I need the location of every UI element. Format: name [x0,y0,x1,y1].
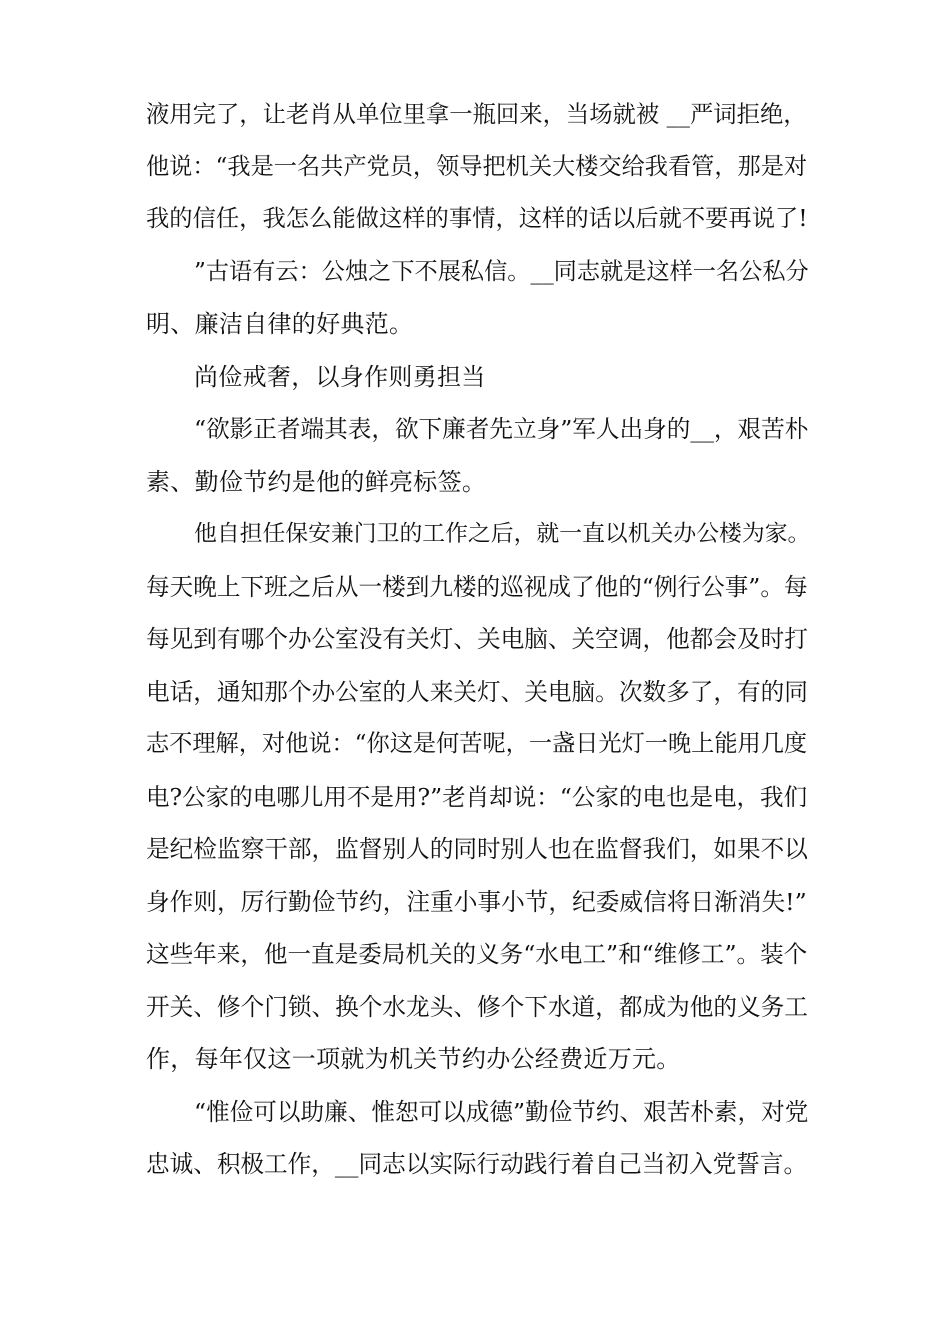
text-line: 尚俭戒奢，以身作则勇担当 [194,362,486,391]
text-line: 开关、修个门锁、换个水龙头、修个下水道，都成为他的义务工 [146,992,808,1021]
text-line: 身作则，厉行勤俭节约，注重小事小节，纪委威信将日渐消失!” [146,887,807,916]
text-line: 作，每年仅这一项就为机关节约办公经费近万元。 [146,1045,681,1073]
text-line: 每天晚上下班之后从一楼到九楼的巡视成了他的“例行公事”。每 [146,572,808,601]
text-line: ”古语有云：公烛之下不展私信。__同志就是这样一名公私分 [194,257,809,285]
text-line: “惟俭可以助廉、惟恕可以成德”勤俭节约、艰苦朴素，对党 [194,1097,809,1126]
text-line: 电?公家的电哪儿用不是用?”老肖却说：“公家的电也是电，我们 [146,782,808,811]
text-line: “欲影正者端其表，欲下廉者先立身”军人出身的__，艰苦朴 [194,415,809,443]
text-line: 明、廉洁自律的好典范。 [146,310,414,338]
text-line: 素、勤俭节约是他的鲜亮标签。 [146,467,487,496]
text-line: 电话，通知那个办公室的人来关灯、关电脑。次数多了，有的同 [146,677,808,706]
text-line: 这些年来，他一直是委局机关的义务“水电工”和“维修工”。装个 [146,940,808,968]
document-body [146,88,816,1191]
text-line: 志不理解，对他说：“你这是何苦呢，一盏日光灯一晚上能用几度 [146,730,808,757]
text-line: 是纪检监察干部，监督别人的同时别人也在监督我们，如果不以 [146,835,808,863]
text-line: 液用完了，让老肖从单位里拿一瓶回来，当场就被 __严词拒绝， [146,100,807,128]
text-line: 忠诚、积极工作，__同志以实际行动践行着自己当初入党誓言。 [146,1150,808,1178]
text-line: 每见到有哪个办公室没有关灯、关电脑、关空调，他都会及时打 [146,625,808,653]
text-line: 他自担任保安兼门卫的工作之后，就一直以机关办公楼为家。 [194,521,811,547]
text-line: 他说：“我是一名共产党员，领导把机关大楼交给我看管，那是对 [146,152,808,180]
text-line: 我的信任，我怎么能做这样的事情，这样的话以后就不要再说了! [146,205,808,232]
